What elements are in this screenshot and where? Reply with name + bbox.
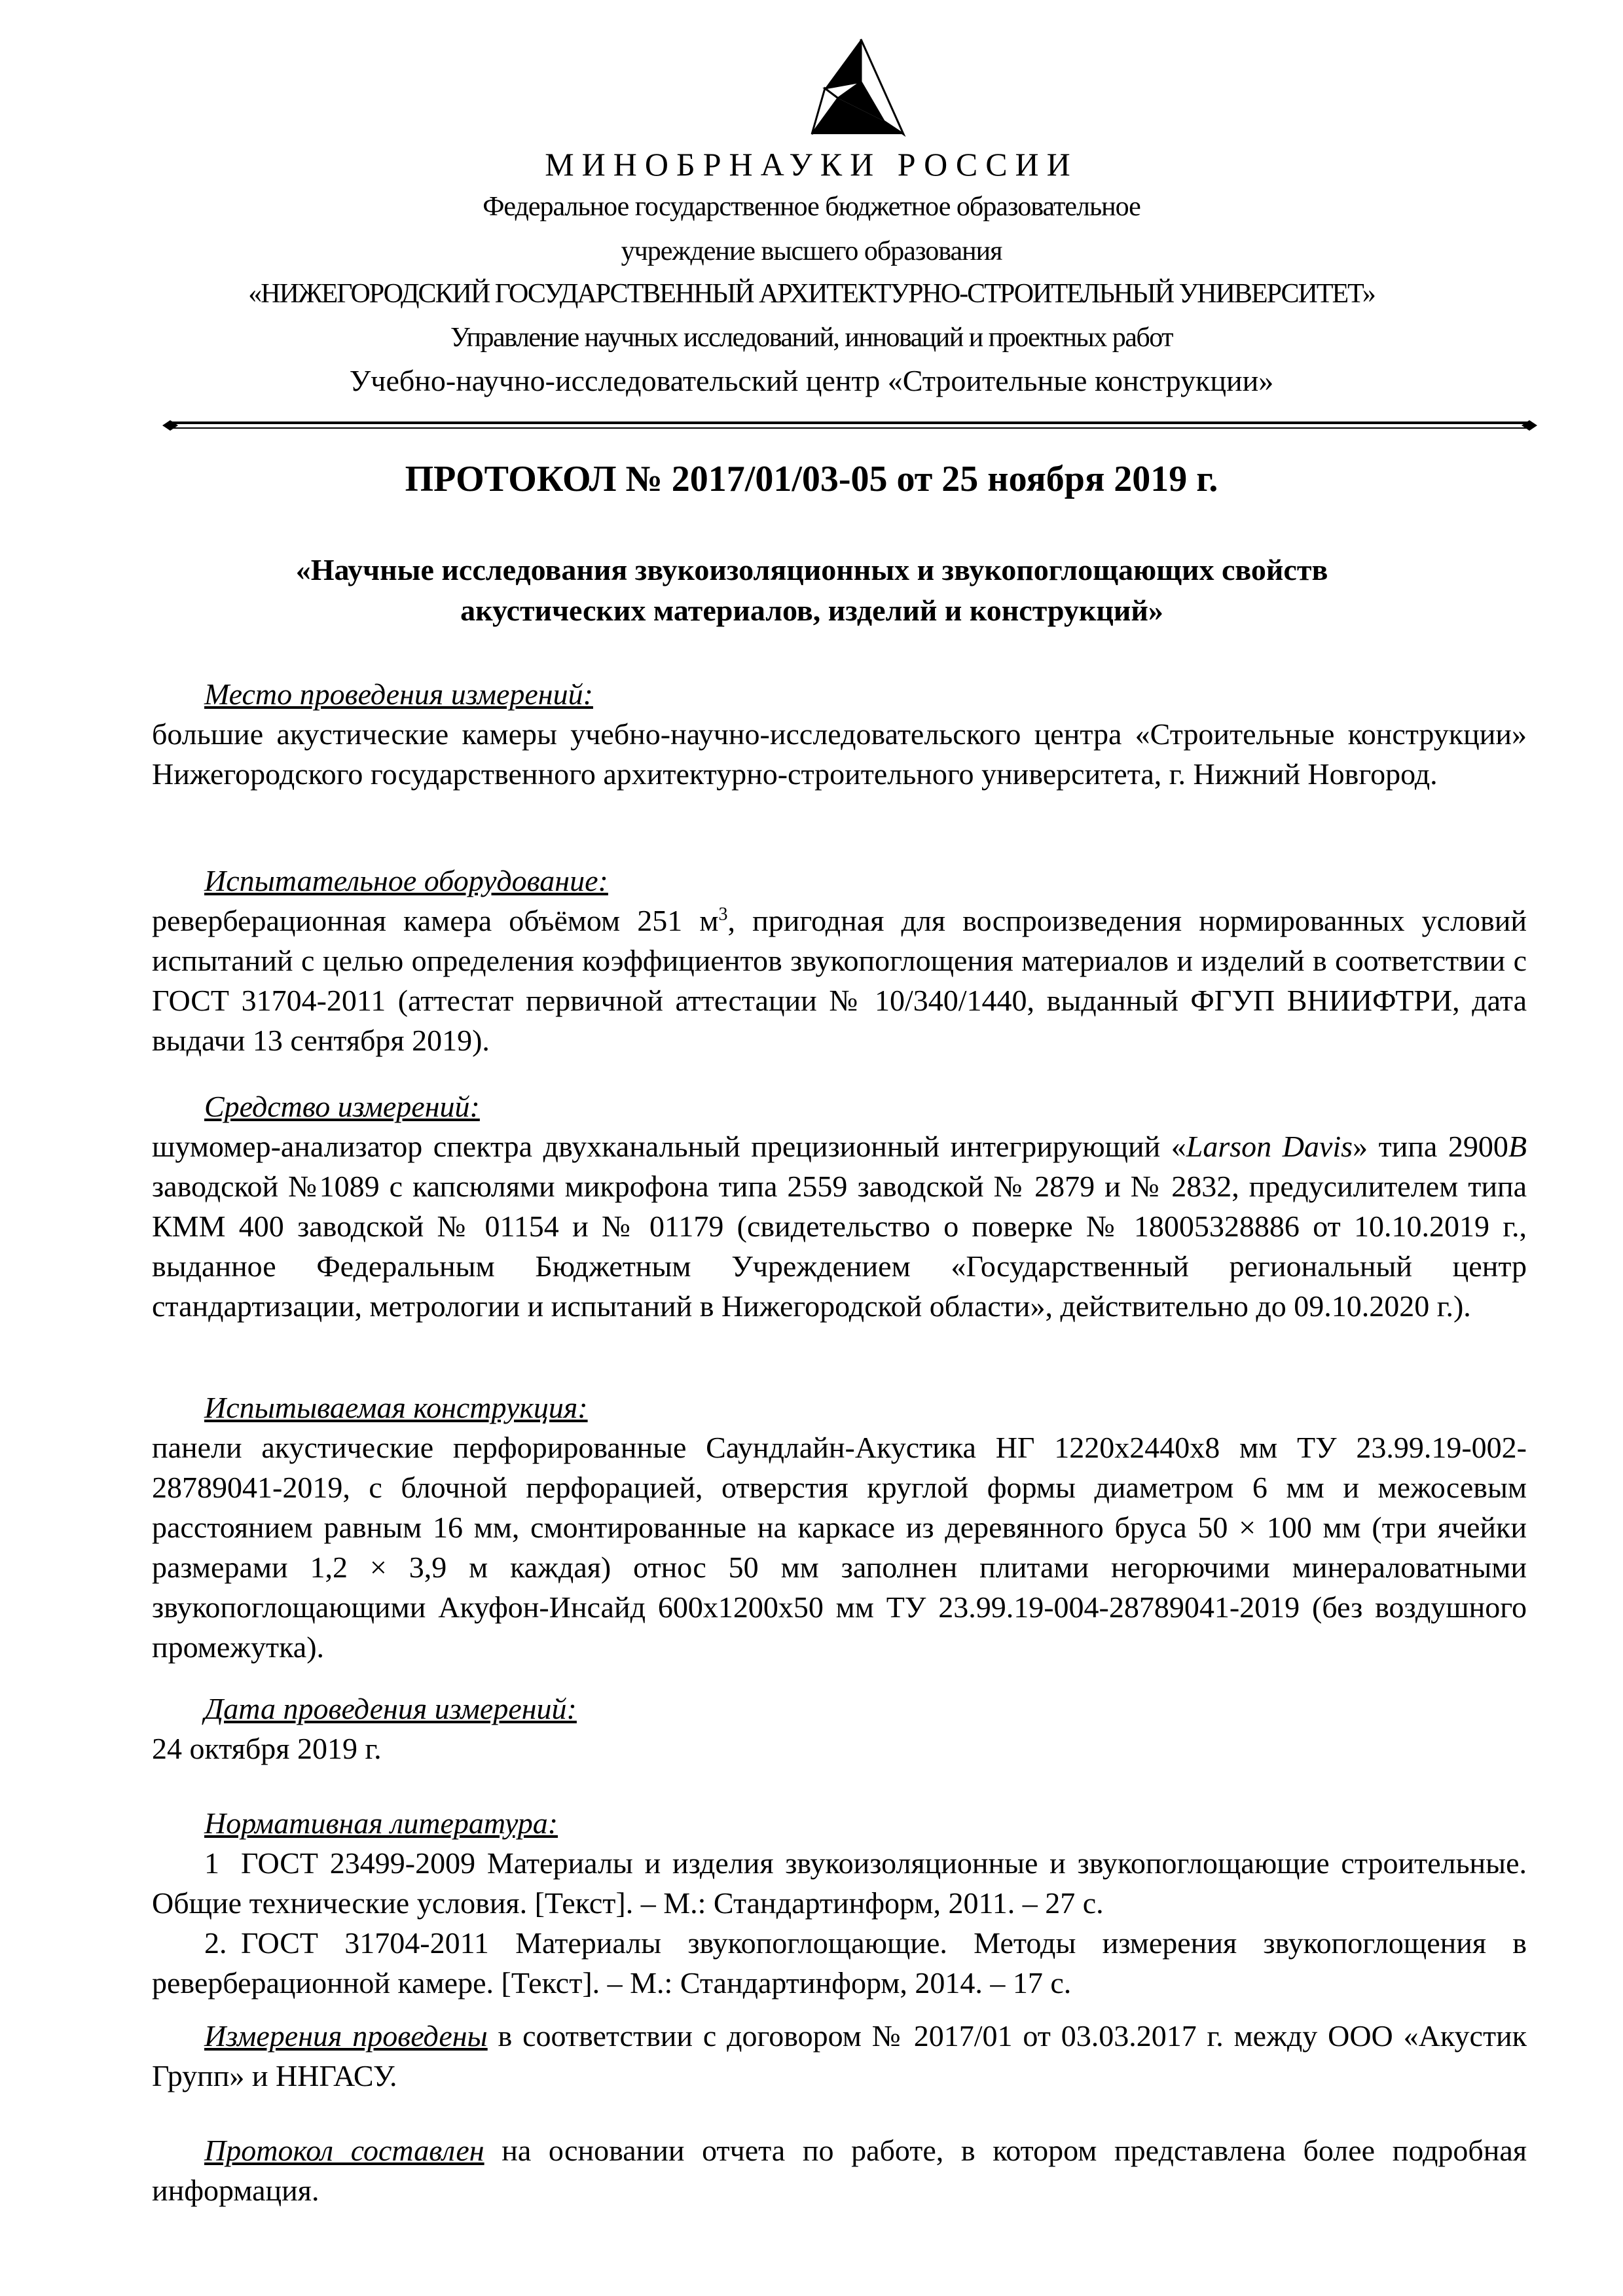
equipment-section <box>152 861 1527 1060</box>
contract-text: Измерения проведены в соответствии с договором № 2017/01 от 03.03.2017 г. между ООО «Акустик Групп» и ННГАСУ. <box>152 2019 1527 2092</box>
protocol-subtitle <box>196 550 1427 631</box>
subtitle-line-1: «Научные исследования звукоизоляционных и звукопоглощающих свойств <box>295 553 1328 586</box>
date-section <box>152 1689 1527 1768</box>
literature-item: 1 ГОСТ 23499-2009 Материалы и изделия звукоизоляционные и звукопоглощающие строительные. Общие технические условия. [Текст]. – М.: Стандартинформ, 2011. – 27 с. <box>152 1846 1527 1920</box>
ministry-name: МИНОБРНАУКИ РОССИИ <box>545 146 1078 183</box>
literature-section <box>152 1803 1527 2003</box>
construction-section <box>152 1388 1527 1667</box>
date-heading: Дата проведения измерений: <box>204 1692 577 1725</box>
instrument-section <box>152 1086 1527 1326</box>
equipment-heading: Испытательное оборудование: <box>204 864 608 897</box>
date-text: 24 октября 2019 г. <box>152 1732 382 1765</box>
place-text: большие акустические камеры учебно-научно-исследовательского центра «Строительные конструкции» Нижегородского государственного архитектурно-строительного университета, г. Нижний Новгород. <box>152 717 1527 791</box>
protocol-basis-text: Протокол составлен на основании отчета по работе, в котором представлена более подробная информация. <box>152 2134 1527 2207</box>
contract-section <box>152 2016 1527 2096</box>
protocol-basis-section <box>152 2130 1527 2210</box>
place-heading: Место проведения измерений: <box>204 677 593 711</box>
department-name: Управление научных исследований, инноваций и проектных работ <box>450 323 1173 353</box>
header-line-2: учреждение высшего образования <box>621 236 1002 266</box>
literature-heading: Нормативная литература: <box>204 1806 558 1840</box>
university-logo <box>799 36 930 154</box>
protocol-title: ПРОТОКОЛ № 2017/01/03-05 от 25 ноября 2019 г. <box>405 459 1218 499</box>
construction-heading: Испытываемая конструкция: <box>204 1391 588 1424</box>
university-name: «НИЖЕГОРОДСКИЙ ГОСУДАРСТВЕННЫЙ АРХИТЕКТУРНО-СТРОИТЕЛЬНЫЙ УНИВЕРСИТЕТ» <box>248 279 1375 309</box>
center-name: Учебно-научно-исследовательский центр «Строительные конструкции» <box>349 364 1274 397</box>
subtitle-line-2: акустических материалов, изделий и конструкций» <box>460 594 1163 627</box>
literature-item: 2. ГОСТ 31704-2011 Материалы звукопоглощающие. Методы измерения звукопоглощения в реверберационной камере. [Текст]. – М.: Стандартинформ, 2014. – 17 с. <box>152 1926 1527 2000</box>
header-line-1: Федеральное государственное бюджетное образовательное <box>483 192 1140 222</box>
header-divider <box>162 411 1537 437</box>
instrument-text: шумомер-анализатор спектра двухканальный прецизионный интегрирующий «Larson Davis» типа 2900B заводской №1089 с капсюлями микрофона типа 2559 заводской № 2879 и № 2832, предусилителем типа КММ 400 заводской № 01154 и № 01179 (свидетельство о поверке № 18005328886 от 10.10.2019 г., выданное Федеральным Бюджетным Учреждением «Государственный региональный центр стандартизации, метрологии и испытаний в Нижегородской области», действительно до 09.10.2020 г.). <box>152 1130 1527 1323</box>
equipment-text: реверберационная камера объёмом 251 $м^3$, пригодная для воспроизведения нормированных условий испытаний с целью определения коэффициентов звукопоглощения материалов и изделий в соответствии с ГОСТ 31704-2011 (аттестат первичной аттестации № 10/340/1440, выданный ФГУП ВНИИФТРИ, дата выдачи 13 сентября 2019). <box>152 904 1527 1057</box>
construction-text: панели акустические перфорированные Саундлайн-Акустика НГ 1220х2440х8 мм ТУ 23.99.19-002-28789041-2019, с блочной перфорацией, отверстия круглой формы диаметром 6 мм и межосевым расстоянием равным 16 мм, смонтированные на каркасе из деревянного бруса 50 × 100 мм (три ячейки размерами 1,2 × 3,9 м каждая) относ 50 мм заполнен плитами негорючими минераловатными звукопоглощающими Акуфон-Инсайд 600х1200х50 мм ТУ 23.99.19-004-28789041-2019 (без воздушного промежутка). <box>152 1431 1527 1664</box>
place-section <box>152 674 1527 794</box>
instrument-heading: Средство измерений: <box>204 1090 480 1123</box>
